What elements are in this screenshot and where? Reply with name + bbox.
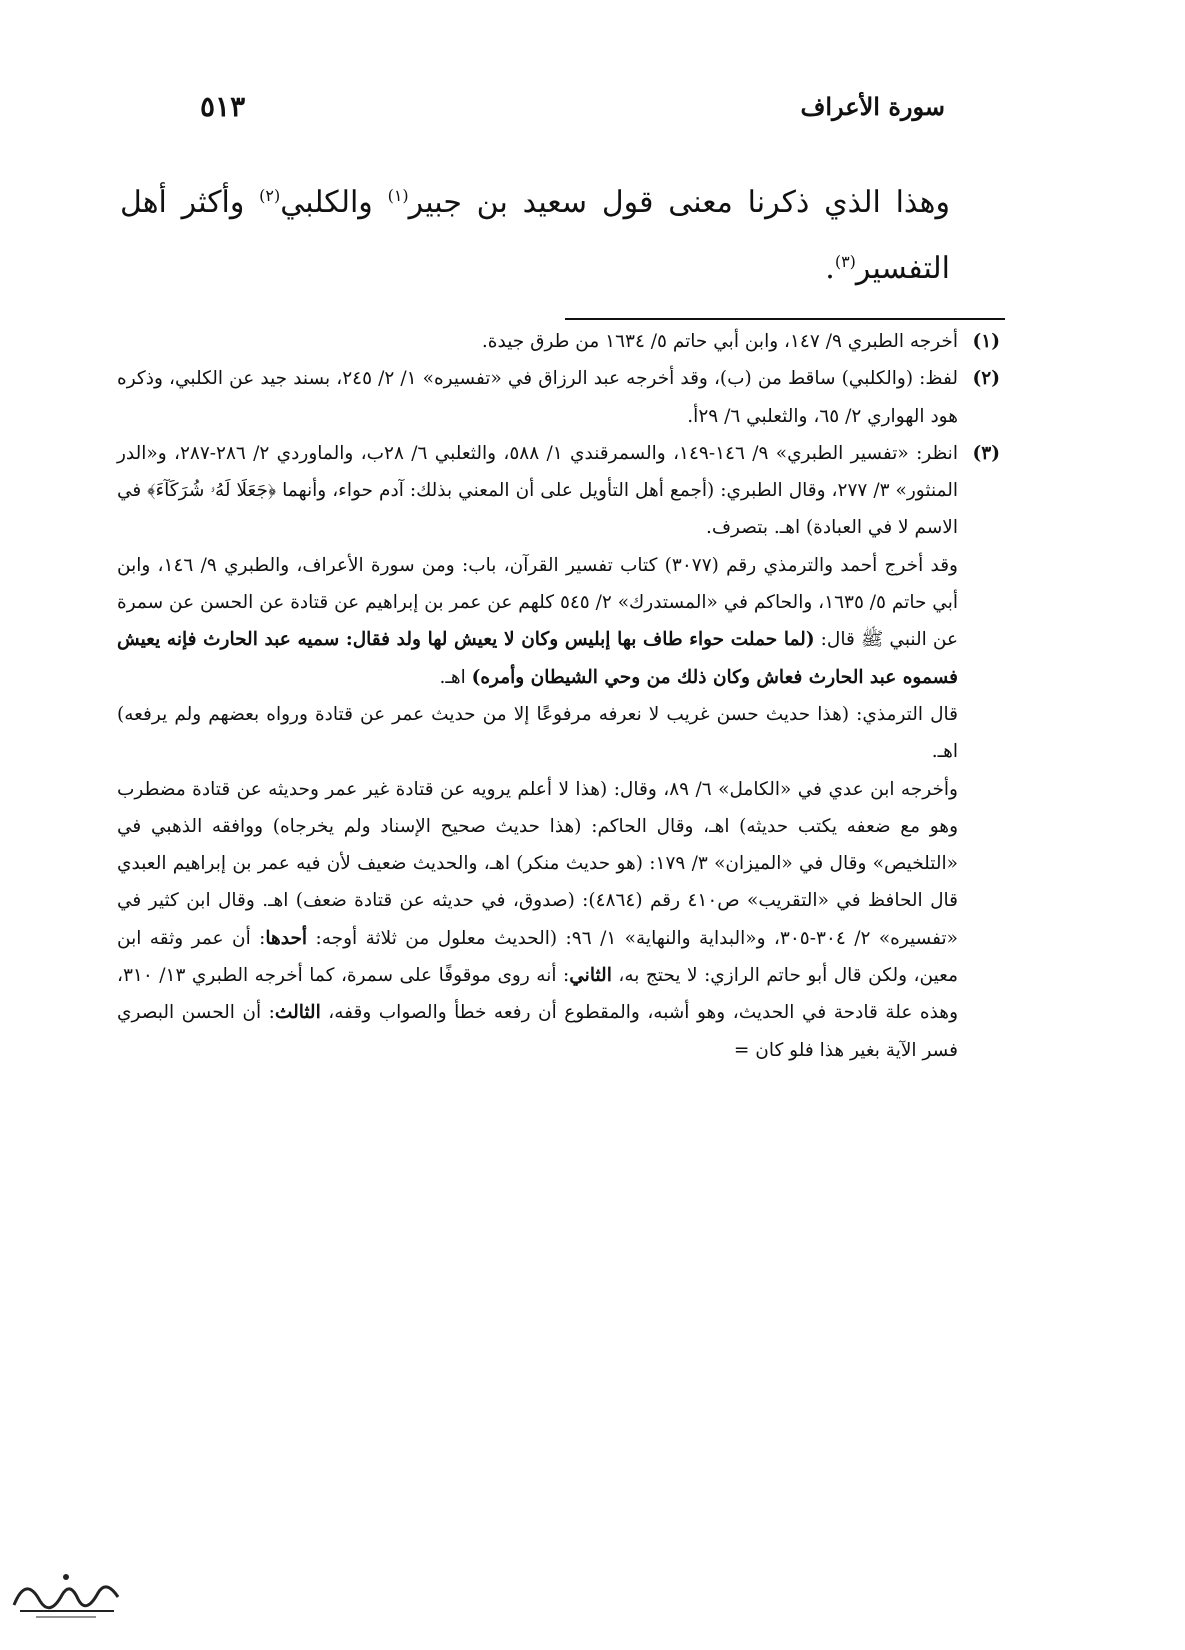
point-label: أحدها — [265, 927, 308, 949]
main-text-part: والكلبي — [280, 185, 388, 220]
footnote-number: (١) — [972, 331, 1000, 352]
footnote-text: أخرجه الطبري ٩/ ١٤٧، وابن أبي حاتم ٥/ ١٦٣٤ من طرق جيدة. — [481, 331, 958, 352]
footnote-ref-3[interactable]: (٣) — [834, 252, 856, 271]
footnote-text — [117, 435, 958, 1069]
main-text-part: . — [825, 251, 835, 286]
main-text — [120, 170, 950, 302]
page-header — [200, 86, 945, 126]
surah-title: سورة الأعراف — [800, 91, 945, 121]
main-text-part: وأكثر أهل التفسير — [120, 185, 950, 286]
footnote-number: (٣) — [972, 442, 1000, 464]
footnote-2 — [117, 360, 1000, 435]
footnote-paragraph: انظر: «تفسير الطبري» ٩/ ١٤٦-١٤٩، والسمرقندي ١/ ٥٨٨، والثعلبي ٦/ ٢٨ب، والماوردي ٢/ ٢٨٦-٢٨٧، و«الدر المنثور» ٣/ ٢٧٧، وقال الطبري: (أجمع أهل التأويل على أن المعني بذلك: آدم حواء، وأنهما ﴿جَعَلَا لَهُۥ شُرَكَآءَ﴾ في الاسم لا في العبادة) اهـ. بتصرف. — [117, 442, 958, 539]
paragraph-text: : أنه روى موقوفًا على سمرة، كما أخرجه الطبري ١٣/ ٣١٠، وهذه علة قادحة في الحديث، وهو أشبه، والمقطوع أن رفعه خطأ والصواب وقفه، — [117, 965, 959, 1024]
library-logo-icon — [6, 1565, 126, 1625]
library-logo-icon-graphic — [6, 1565, 126, 1625]
footnote-paragraph — [117, 771, 958, 1069]
footnote-ref-1[interactable]: (١) — [387, 186, 409, 205]
footnote-paragraph — [117, 547, 958, 696]
footnote-text: لفظ: (والكلبي) ساقط من (ب)، وقد أخرجه عبد الرزاق في «تفسيره» ١/ ٢/ ٢٤٥، بسند جيد عن الكلبي، وذكره هود الهواري ٢/ ٦٥، والثعلبي ٦/ ٢٩أ. — [117, 368, 958, 427]
point-label: الثالث — [274, 1002, 321, 1024]
paragraph-text: : أن عمر وثقه ابن معين، ولكن قال أبو حاتم الرازي: لا يحتج به، — [117, 927, 959, 987]
footnote-separator — [565, 318, 1005, 320]
main-text-part: وهذا الذي ذكرنا معنى قول سعيد بن جبير — [408, 185, 950, 220]
footnote-paragraph: قال الترمذي: (هذا حديث حسن غريب لا نعرفه مرفوعًا إلا من حديث عمر عن قتادة ورواه بعضهم ولم يرفعه) اهـ. — [117, 703, 958, 763]
paragraph-text: وقد أخرج أحمد والترمذي رقم (٣٠٧٧) كتاب تفسير القرآن، باب: ومن سورة الأعراف، والطبري ٩/ ١٤٦، وابن أبي حاتم ٥/ ١٦٣٥، والحاكم في «المستدرك» ٢/ ٥٤٥ كلهم عن عمر بن إبراهيم عن قتادة عن الحسن عن سمرة عن النبي ﷺ قال: — [117, 554, 958, 651]
paragraph-text: اهـ. — [439, 666, 472, 688]
footnote-number: (٢) — [972, 368, 1000, 390]
footnote-ref-2[interactable]: (٢) — [259, 186, 281, 205]
hadith-quote: (لما حملت حواء طاف بها إبليس وكان لا يعيش لها ولد فقال: سميه عبد الحارث فإنه يعيش فسموه عبد الحارث فعاش وكان ذلك من وحي الشيطان وأمره) — [117, 629, 958, 688]
paragraph-text: : أن الحسن البصري فسر الآية بغير هذا فلو كان = — [117, 1002, 958, 1061]
footnotes — [117, 323, 1000, 1069]
paragraph-text: وأخرجه ابن عدي في «الكامل» ٦/ ٨٩، وقال: (هذا لا أعلم يرويه عن قتادة غير عمر وحديثه عن قتادة مضطرب وهو مع ضعفه يكتب حديثه) اهـ، وقال الحاكم: (هذا حديث صحيح الإسناد ولم يخرجاه) ووافقه الذهبي في «التلخيص» وقال في «الميزان» ٣/ ١٧٩: (هو حديث منكر) اهـ، والحديث ضعيف لأن فيه عمر بن إبراهيم العبدي قال الحافظ في «التقريب» ص٤١٠ رقم (٤٨٦٤): (صدوق، في حديثه عن قتادة ضعف) اهـ. وقال ابن كثير في «تفسيره» ٢/ ٣٠٤-٣٠٥، و«البداية والنهاية» ١/ ٩٦: (الحديث معلول من ثلاثة أوجه: — [117, 778, 958, 949]
point-label: الثاني — [569, 965, 612, 987]
footnote-3 — [117, 435, 1000, 1069]
footnote-1 — [117, 323, 1000, 360]
page-number: ٥١٣ — [200, 89, 246, 123]
